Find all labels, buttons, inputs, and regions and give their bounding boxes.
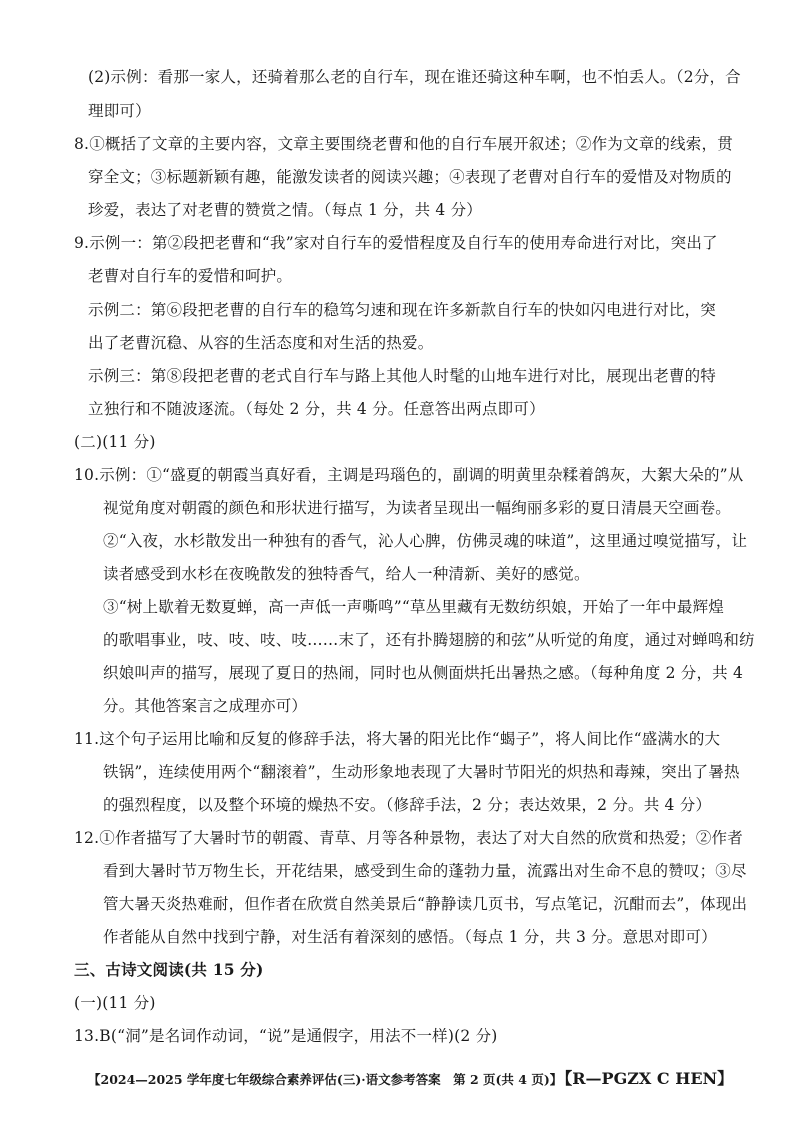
text-line: 穿全文；③标题新颖有趣，能激发读者的阅读兴趣；④表现了老曹对自行车的爱惜及对物质的 (88, 168, 732, 186)
text-line: 示例二：第⑥段把老曹的自行车的稳笃匀速和现在许多新款自行车的快如闪电进行对比，突 (88, 301, 717, 319)
page-footer (88, 1068, 733, 1091)
footer-text: 【2024—2025 学年度七年级综合素养评估(三)·语文参考答案 第 2 页(共 4 页)】 (88, 1072, 563, 1087)
text-line: 8.①概括了文章的主要内容，文章主要围绕老曹和他的自行车展开叙述；②作为文章的线索，贯 (74, 135, 733, 153)
text-line: 铁锅”，连续使用两个“翻滚着”，生动形象地表现了大暑时节阳光的炽热和毒辣，突出了暑热 (103, 763, 740, 781)
text-line: 读者感受到水杉在夜晚散发的独特香气，给人一种清新、美好的感觉。 (103, 565, 590, 583)
text-line: 视觉角度对朝霞的颜色和形状进行描写，为读者呈现出一幅绚丽多彩的夏日清晨天空画卷。 (103, 499, 732, 517)
text-line: 分。其他答案言之成理亦可） (103, 697, 308, 715)
text-line: 示例三：第⑧段把老曹的老式自行车与路上其他人时髦的山地车进行对比，展现出老曹的特 (88, 367, 717, 385)
text-line: 12.①作者描写了大暑时节的朝霞、青草、月等各种景物，表达了对大自然的欣赏和热爱；②作者 (74, 829, 743, 847)
text-line: 看到大暑时节万物生长，开花结果，感受到生命的蓬勃力量，流露出对生命不息的赞叹；③尽 (103, 862, 747, 880)
text-line: 11.这个句子运用比喻和反复的修辞手法，将大暑的阳光比作“蝎子”，将人间比作“盛满水的大 (74, 730, 721, 748)
text-line: 9.示例一：第②段把老曹和“我”家对自行车的爱惜程度及自行车的使用寿命进行对比，突出了 (74, 234, 718, 252)
text-line: 织娘叫声的描写，展现了夏日的热闹，同时也从侧面烘托出暑热之感。（每种角度 2 分，共 4 (103, 664, 744, 682)
text-line: 出了老曹沉稳、从容的生活态度和对生活的热爱。 (88, 334, 434, 352)
text-line: 作者能从自然中找到宁静，对生活有着深刻的感悟。（每点 1 分，共 3 分。意思对即可） (103, 928, 717, 946)
footer-code: 【R—PGZX C HEN】 (564, 1069, 734, 1088)
text-line: 理即可） (88, 102, 151, 120)
text-line: 的歌唱事业，吱、吱、吱、吱……末了，还有扑腾翅膀的和弦”从听觉的角度，通过对蝉鸣和纺 (103, 631, 755, 649)
text-line: 10.示例：①“盛夏的朝霞当真好看，主调是玛瑙色的，副调的明黄里杂糅着鸽灰，大絮大朵的”从 (74, 466, 744, 484)
section-heading: (一)(11 分) (74, 994, 156, 1012)
section-heading: (二)(11 分) (74, 433, 156, 451)
text-line: ②“入夜，水杉散发出一种独有的香气，沁人心脾，仿佛灵魂的味道”，这里通过嗅觉描写，让 (103, 532, 748, 550)
text-line: 老曹对自行车的爱惜和呵护。 (88, 267, 293, 285)
text-line: 13.B(“洞”是名词作动词，“说”是通假字，用法不一样)(2 分) (74, 1027, 498, 1045)
text-line: 珍爱，表达了对老曹的赞赏之情。（每点 1 分，共 4 分） (88, 201, 482, 219)
text-line: ③“树上歇着无数夏蝉，高一声低一声嘶鸣”“草丛里藏有无数纺织娘，开始了一年中最辉煌 (103, 598, 724, 616)
text-line: 的强烈程度，以及整个环境的燥热不安。（修辞手法，2 分；表达效果，2 分。共 4 分） (103, 796, 712, 814)
text-line: 立独行和不随波逐流。（每处 2 分，共 4 分。任意答出两点即可） (88, 400, 545, 418)
text-line: (2)示例：看那一家人，还骑着那么老的自行车，现在谁还骑这种车啊，也不怕丢人。（2分，合 (88, 68, 741, 86)
text-line: 管大暑天炎热难耐，但作者在欣赏自然美景后“静静读几页书，写点笔记，沉酣而去”，体现出 (103, 895, 748, 913)
section-heading: 三、古诗文阅读(共 15 分) (74, 960, 264, 979)
